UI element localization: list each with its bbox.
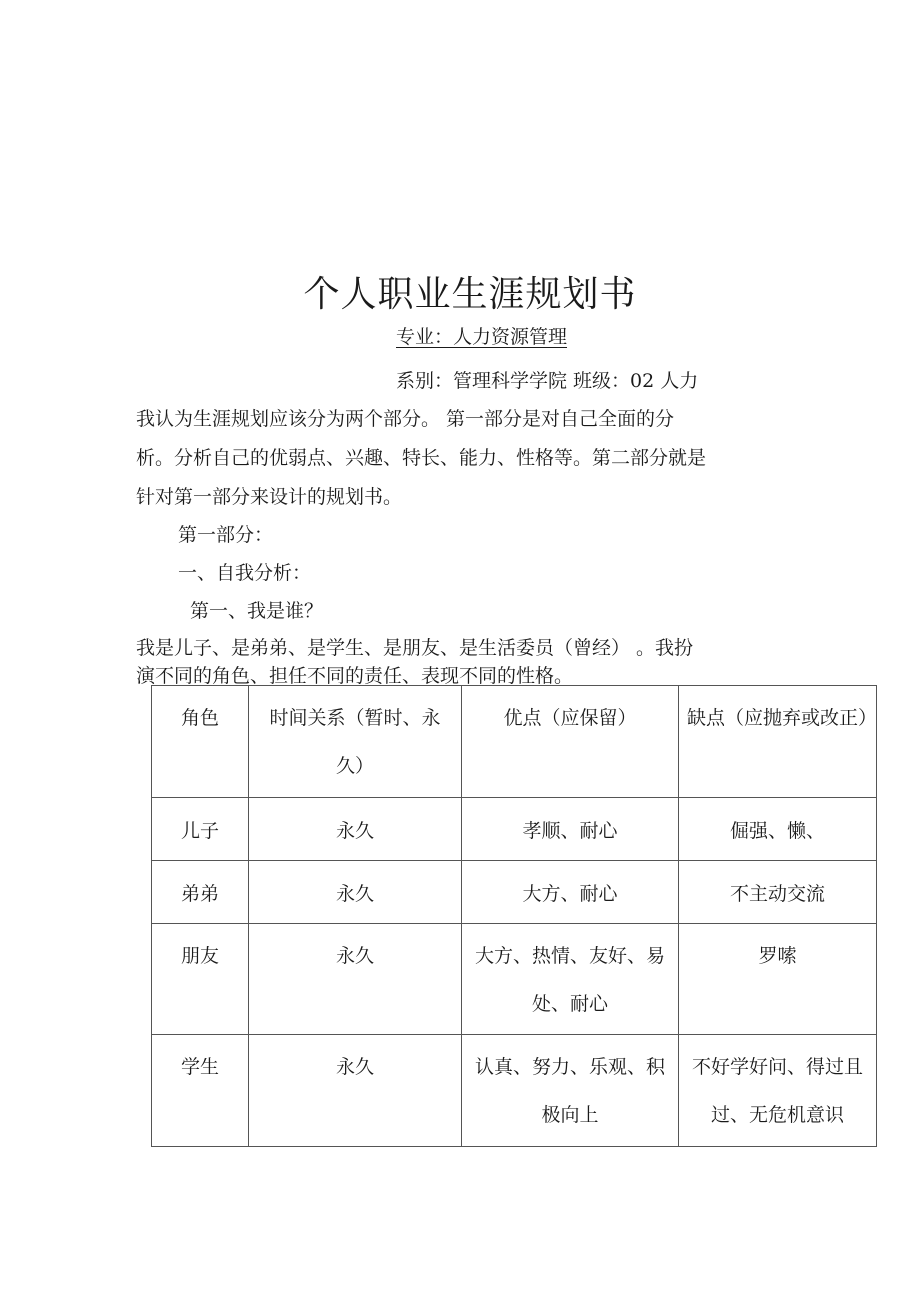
cell-weaknesses: 不好学好问、得过且过、无危机意识 [679,1035,877,1147]
cell-time: 永久 [249,798,462,861]
cell-weaknesses: 不主动交流 [679,861,877,924]
cell-strengths: 大方、耐心 [462,861,679,924]
roles-table [151,685,877,1147]
cell-strengths: 大方、热情、友好、易处、耐心 [462,924,679,1035]
cell-role: 学生 [152,1035,249,1147]
question-one-heading: 第一、我是谁？ [190,600,324,622]
cell-time: 永久 [249,861,462,924]
section-one-heading: 一、自我分析： [178,562,312,584]
intro-line-1: 我认为生涯规划应该分为两个部分。 第一部分是对自己全面的分 [136,408,675,430]
header-strengths: 优点（应保留） [462,686,679,798]
intro-line-2: 析。分析自己的优弱点、兴趣、特长、能力、性格等。第二部分就是 [136,447,707,469]
document-title: 个人职业生涯规划书 [303,274,637,315]
header-weaknesses: 缺点（应抛弃或改正） [679,686,877,798]
header-role: 角色 [152,686,249,798]
table-header-row [152,686,877,798]
cell-role: 弟弟 [152,861,249,924]
cell-weaknesses: 倔强、懒、 [679,798,877,861]
table-row [152,924,877,1035]
cell-time: 永久 [249,924,462,1035]
part-one-heading: 第一部分： [178,524,274,546]
table-row [152,1035,877,1147]
roles-line-1: 我是儿子、是弟弟、是学生、是朋友、是生活委员（曾经） 。我扮 [136,637,694,659]
cell-strengths: 孝顺、耐心 [462,798,679,861]
major-line: 专业：人力资源管理 [396,326,568,348]
table-row [152,861,877,924]
department-line: 系别：管理科学学院 班级：02 人力 [396,370,699,392]
table-row [152,798,877,861]
cell-strengths: 认真、努力、乐观、积极向上 [462,1035,679,1147]
cell-role: 朋友 [152,924,249,1035]
header-time-relation: 时间关系（暂时、永久） [249,686,462,798]
roles-line-2: 演不同的角色、担任不同的责任、表现不同的性格。 [136,665,574,687]
cell-weaknesses: 罗嗦 [679,924,877,1035]
cell-time: 永久 [249,1035,462,1147]
intro-line-3: 针对第一部分来设计的规划书。 [136,486,403,508]
cell-role: 儿子 [152,798,249,861]
